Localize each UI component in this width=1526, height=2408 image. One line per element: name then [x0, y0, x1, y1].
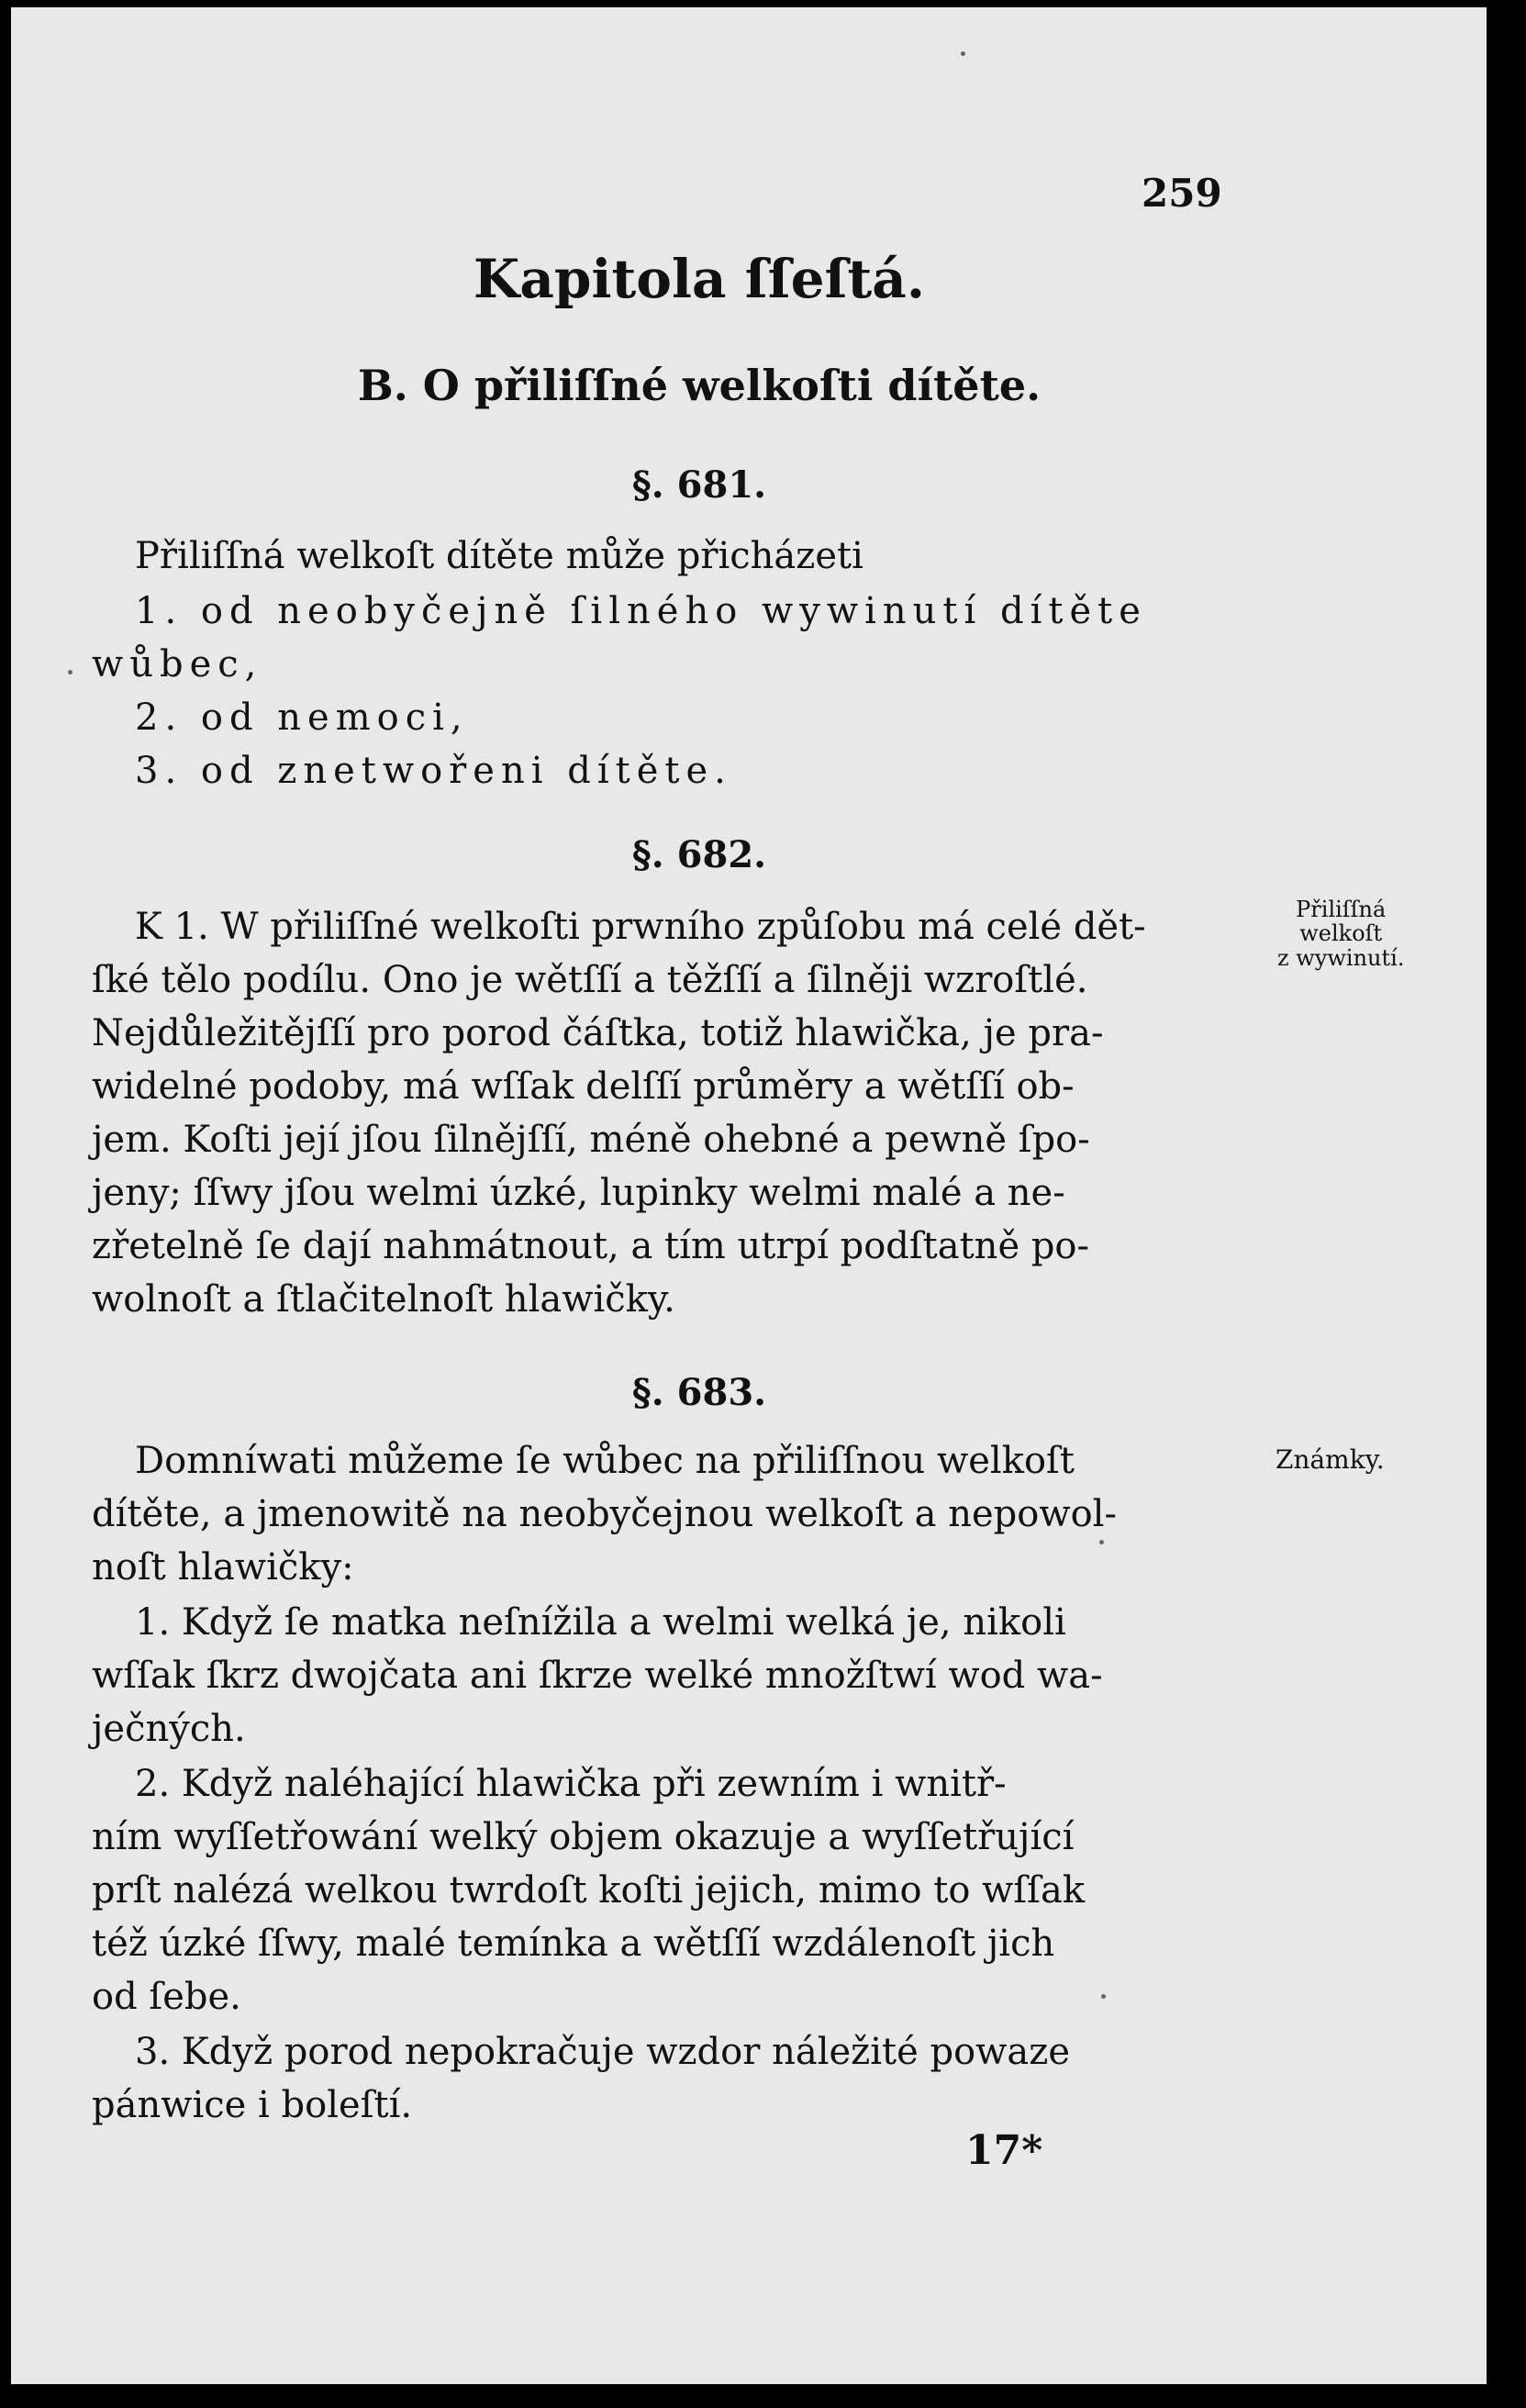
speck	[68, 670, 72, 674]
margin-note-size-line-1: Přiliſſná	[1296, 897, 1387, 922]
p683-line-7: 2. Když naléhající hlawička při zewním i wnitř-	[135, 1763, 1007, 1805]
p683-line-2: dítěte, a jmenowitě na neobyčejnou welkoſt a nepowol-	[92, 1493, 1117, 1535]
p683-line-9: prſt nalézá welkou twrdoſt koſti jejich, mimo to wſſak	[92, 1869, 1086, 1912]
p683-line-13: pánwice i boleſtí.	[92, 2084, 413, 2126]
p683-line-12: 3. Když porod nepokračuje wzdor náležité powaze	[135, 2031, 1071, 2073]
p682-line-8: wolnoſt a ſtlačitelnoſt hlawičky.	[92, 1278, 675, 1321]
p681-item1-b: wůbec,	[92, 643, 263, 686]
section-683-heading: §. 683.	[631, 1371, 767, 1414]
section-heading: B. O přiliſſné welkoſti dítěte.	[357, 361, 1041, 410]
p683-line-11: od ſebe.	[92, 1976, 241, 2018]
p682-line-5: jem. Koſti její jſou ſilnějſſí, méně ohebné a pewně ſpo-	[92, 1119, 1090, 1161]
margin-note-size-line-2: welkoſt	[1299, 920, 1383, 947]
section-681-heading: §. 681.	[631, 463, 767, 507]
p681-item3: 3. od znetwořeni dítěte.	[135, 750, 732, 792]
p682-line-1: K 1. W přiliſſné welkoſti prwního způſobu má celé dět-	[135, 906, 1146, 948]
p681-item1-a: 1. od neobyčejně ſilného wywinutí dítěte	[135, 590, 1147, 632]
p682-line-4: widelné podoby, má wſſak delſſí průměry a wětſſí ob-	[92, 1065, 1075, 1108]
margin-note-signs: Známky.	[1275, 1444, 1385, 1475]
scan-border	[1487, 0, 1526, 2408]
p683-line-5: wſſak ſkrz dwojčata ani ſkrze welké množſtwí wod wa-	[92, 1655, 1103, 1697]
p682-line-7: zřetelně ſe dají nahmátnout, a tím utrpí podſtatně po-	[92, 1225, 1090, 1267]
margin-note-size-line-3: z wywinutí.	[1277, 944, 1405, 971]
speck	[1099, 1540, 1104, 1544]
signature-mark: 17*	[965, 2127, 1043, 2174]
chapter-title: Kapitola ſſeſtá.	[473, 248, 926, 310]
book-page	[11, 7, 1487, 2384]
p681-intro: Přiliſſná welkoſt dítěte může přicházeti	[135, 535, 863, 577]
p683-line-6: ječných.	[92, 1708, 246, 1750]
p683-line-4: 1. Když ſe matka neſnížila a welmi welká je, nikoli	[135, 1601, 1066, 1644]
speck	[961, 51, 965, 56]
p682-line-3: Nejdůležitějſſí pro porod čáſtka, totiž hlawička, je pra-	[92, 1012, 1104, 1054]
page-number: 259	[1142, 171, 1222, 216]
section-682-heading: §. 682.	[631, 833, 767, 876]
p683-line-10: též úzké ſſwy, malé temínka a wětſſí wzdálenoſt jich	[92, 1923, 1055, 1965]
p683-line-8: ním wyſſetřowání welký objem okazuje a wyſſetřující	[92, 1816, 1075, 1858]
p683-line-1: Domníwati můžeme ſe wůbec na přiliſſnou welkoſt	[135, 1440, 1075, 1482]
p682-line-6: jeny; ſſwy jſou welmi úzké, lupinky welmi malé a ne-	[92, 1172, 1065, 1214]
speck	[1101, 1994, 1106, 1999]
margin-note-size	[1277, 897, 1404, 970]
p681-item2: 2. od nemoci,	[135, 697, 469, 739]
p682-line-2: ſké tělo podílu. Ono je wětſſí a těžſſí a ſilněji wzroſtlé.	[92, 959, 1088, 1001]
p683-line-3: noſt hlawičky:	[92, 1546, 354, 1589]
